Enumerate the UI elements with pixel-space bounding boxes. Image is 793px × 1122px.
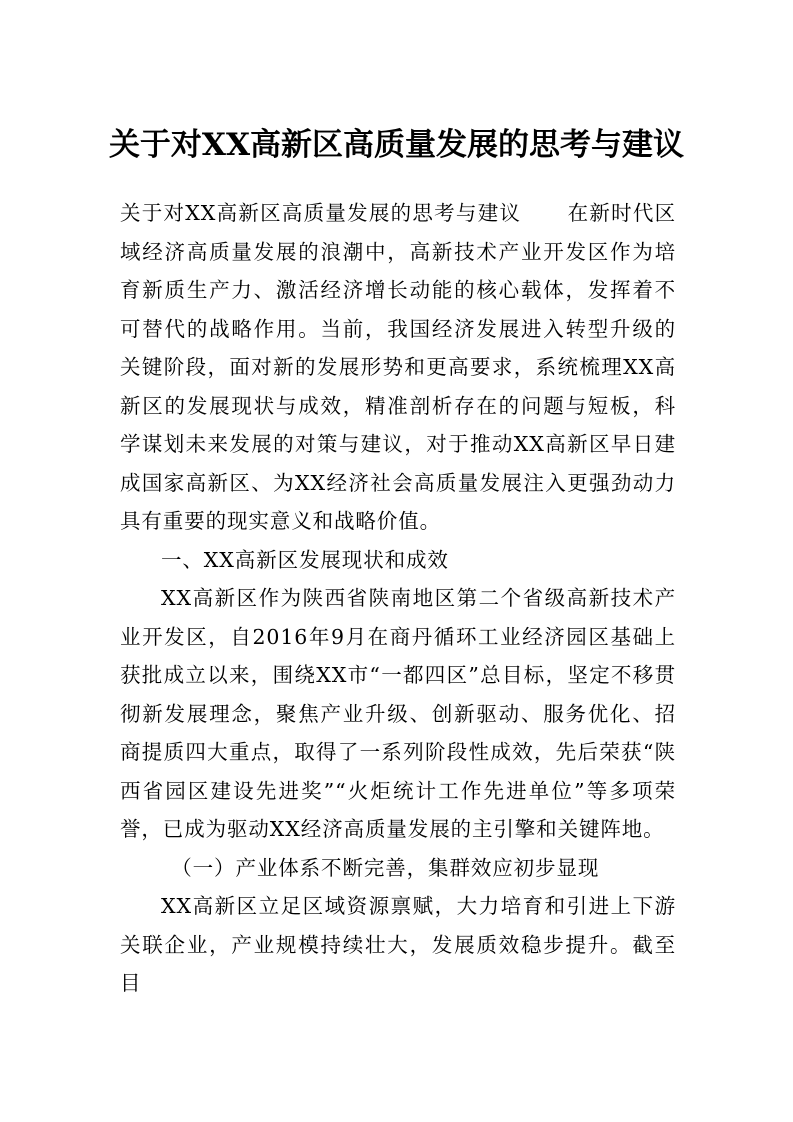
subsection-paragraph: XX高新区立足区域资源禀赋，大力培育和引进上下游关联企业，产业规模持续壮大，发展质效稳步提升。截至目: [120, 894, 676, 995]
intro-paragraph: [120, 194, 676, 541]
intro-text: 在新时代区域经济高质量发展的浪潮中，高新技术产业开发区作为培育新质生产力、激活经济增长动能的核心载体，发挥着不可替代的战略作用。当前，我国经济发展进入转型升级的关键阶段，面对新的发展形势和更高要求，系统梳理XX高新区的发展现状与成效，精准剖析存在的问题与短板，科学谋划未来发展的对策与建议，对于推动XX高新区早日建成国家高新区、为XX经济社会高质量发展注入更强劲动力具有重要的现实意义和战略价值。: [120, 201, 677, 533]
document-body: [120, 194, 676, 1003]
section-paragraph: XX高新区作为陕西省陕南地区第二个省级高新技术产业开发区，自2016年9月在商丹循环工业经济园区基础上获批成立以来，围绕XX市“一都四区”总目标，坚定不移贯彻新发展理念，聚焦产业升级、创新驱动、服务优化、招商提质四大重点，取得了一系列阶段性成效，先后荣获“陕西省园区建设先进奖”“火炬统计工作先进单位”等多项荣誉，已成为驱动XX经济高质量发展的主引擎和关键阵地。: [120, 586, 676, 841]
intro-title: 关于对XX高新区高质量发展的思考与建议: [120, 201, 522, 225]
section-heading: 一、XX高新区发展现状和成效: [161, 547, 449, 572]
subsection-heading: （一）产业体系不断完善，集群效应初步显现: [171, 855, 600, 880]
document-title: 关于对XX高新区高质量发展的思考与建议: [108, 127, 685, 163]
